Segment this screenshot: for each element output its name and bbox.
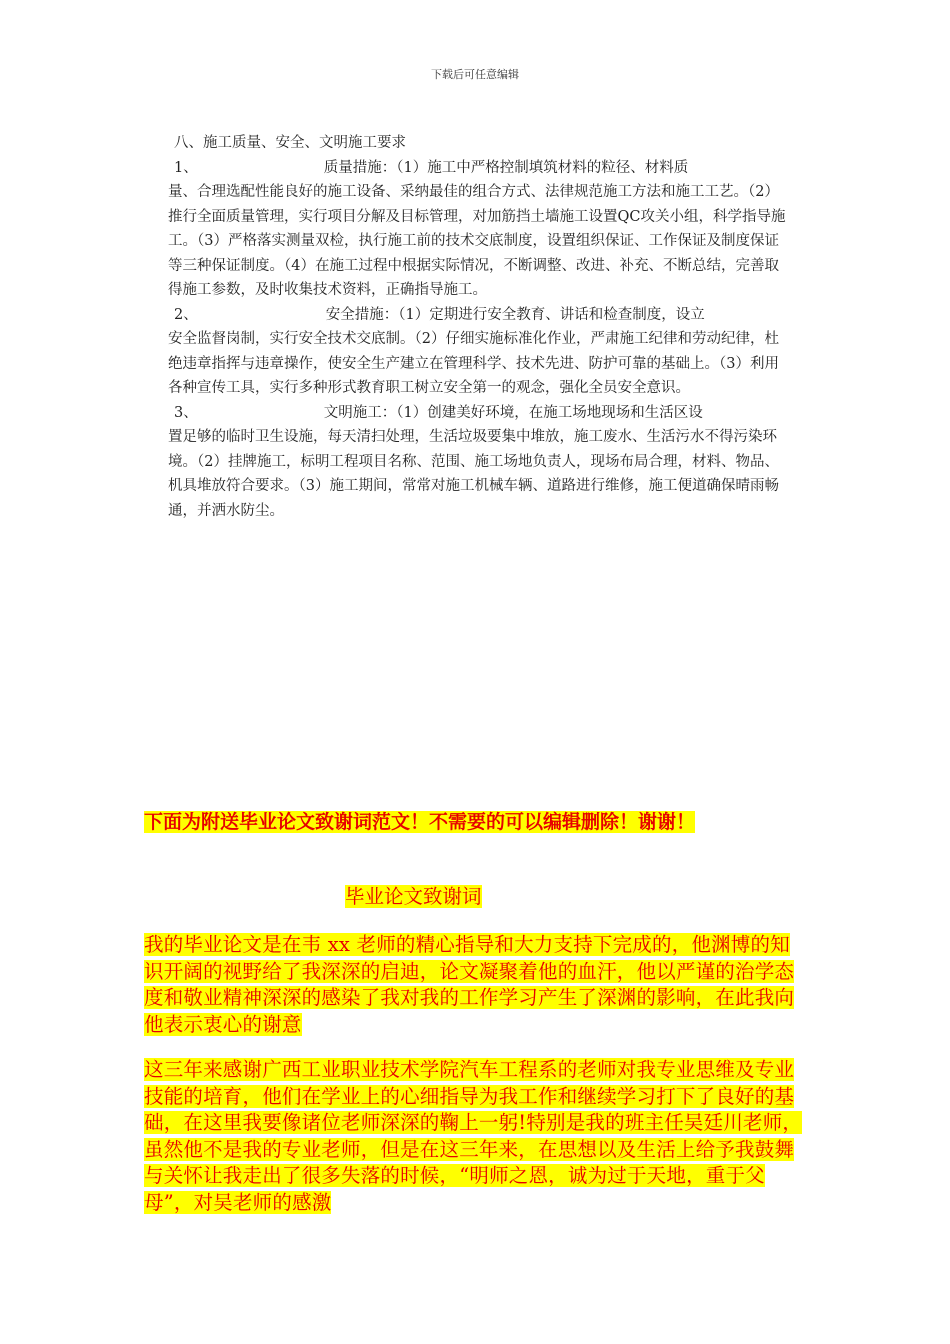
thanks-paragraph-1-text: 我的毕业论文是在韦 xx 老师的精心指导和大力支持下完成的，他渊博的知识开阔的视野给了我深深的启迪，论文凝聚着他的血汗，他以严谨的治学态度和敬业精神深深的感染了我对我的工作学习产生了深渊的影响，在此我向他表示衷心的谢意 — [144, 933, 795, 1036]
notice-text: 下面为附送毕业论文致谢词范文！不需要的可以编辑删除！谢谢！ — [144, 811, 696, 833]
item-body: 安全监督岗制，实行安全技术交底制。（2）仔细实施标准化作业，严肃施工纪律和劳动纪律，杜绝违章指挥与违章操作，使安全生产建立在管理科学、技术先进、防护可靠的基础上。（3）利用各种宣传工具，实行多种形式教育职工树立安全第一的观念，强化全员安全意识。 — [168, 331, 779, 396]
item-first-line: （1）定期进行安全教育、讲话和检查制度，设立 — [398, 306, 705, 323]
item-body: 置足够的临时卫生设施，每天清扫处理，生活垃圾要集中堆放，施工废水、生活污水不得污染环境。（2）挂牌施工，标明工程项目名称、范围、施工场地负责人，现场布局合理，材料、物品、机具堆放符合要求。（3）施工期间，常常对施工机械车辆、道路进行维修，施工便道确保晴雨畅通，并洒水防尘。 — [168, 429, 779, 519]
item-first-line: （1）创建美好环境，在施工场地现场和生活区设 — [396, 404, 703, 421]
thanks-paragraph-2-text: 这三年来感谢广西工业职业技术学院汽车工程系的老师对我专业思维及专业技能的培育，他们在学业上的心细指导为我工作和继续学习打下了良好的基础，在这里我要像诸位老师深深的鞠上一躬!特别是我的班主任吴廷川老师，虽然他不是我的专业老师，但是在这三年来，在思想以及生活上给予我鼓舞与关怀让我走出了很多失落的时候，“明师之恩，诚为过于天地，重于父母”，对吴老师的感激 — [144, 1058, 803, 1214]
quality-measures-paragraph — [168, 156, 788, 303]
item-body: 量、合理选配性能良好的施工设备、采纳最佳的组合方式、法律规范施工方法和施工工艺。（2）推行全面质量管理，实行项目分解及目标管理，对加筋挡土墙施工设置QC攻关小组，科学指导施工。（3）严格落实测量双检，执行施工前的技术交底制度，设置组织保证、工作保证及制度保证等三种保证制度。（4）在施工过程中根据实际情况，不断调整、改进、补充、不断总结，完善取得施工参数，及时收集技术资料，正确指导施工。 — [168, 184, 786, 298]
thanks-paragraph-2 — [144, 1057, 808, 1217]
item-number: 1、 — [174, 159, 198, 176]
civilized-construction-paragraph — [168, 401, 788, 524]
construction-requirements-section — [168, 131, 788, 523]
item-label: 文明施工： — [323, 404, 397, 421]
item-label: 安全措施： — [325, 306, 399, 323]
thanks-title-text: 毕业论文致谢词 — [345, 885, 482, 908]
item-first-line: （1）施工中严格控制填筑材料的粒径、材料质 — [396, 159, 689, 176]
safety-measures-paragraph — [168, 303, 788, 401]
item-label: 质量措施： — [323, 159, 397, 176]
thanks-title — [345, 884, 482, 910]
section-heading: 八、施工质量、安全、文明施工要求 — [174, 135, 406, 151]
thanks-paragraph-1 — [144, 932, 808, 1038]
page-header: 下载后可任意编辑 — [431, 68, 519, 81]
item-number: 2、 — [174, 306, 198, 323]
item-number: 3、 — [174, 404, 198, 421]
notice-banner — [144, 809, 814, 835]
